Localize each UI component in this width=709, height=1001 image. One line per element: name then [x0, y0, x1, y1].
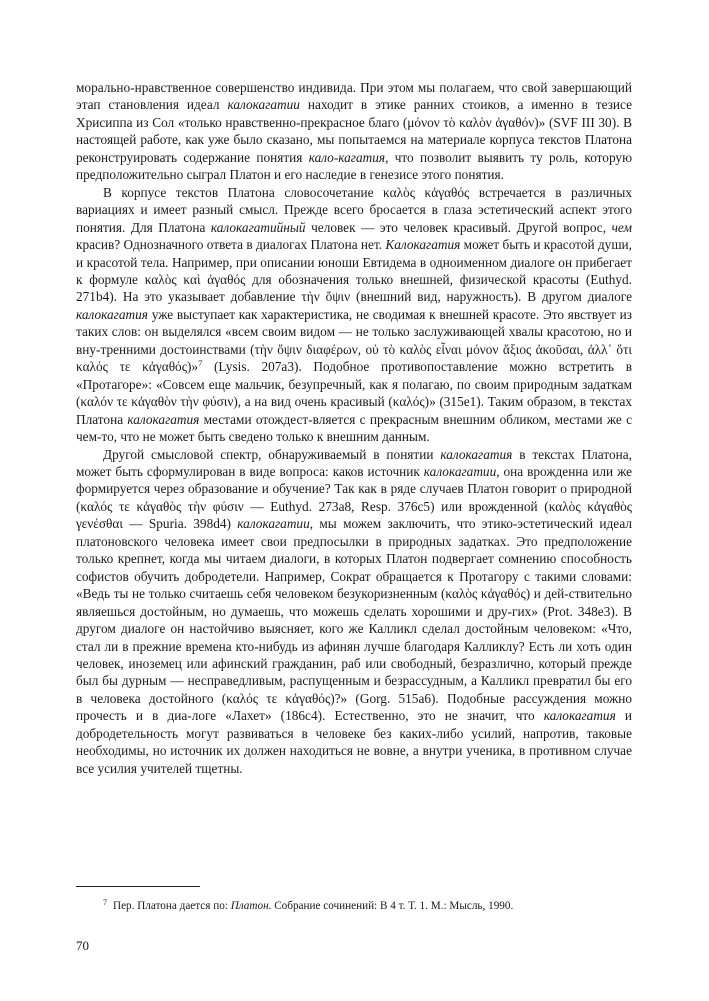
text-run: и добродетельность могут развиваться в человеке без каких-либо усилий, напротив, таковые необходимы, но источник их должен находиться не вовне, а внутри ученика, в противном случае все усилия учителей тщетны. — [76, 708, 632, 776]
page-number: 70 — [76, 938, 89, 953]
italic-term: калокагатия — [543, 708, 616, 724]
text-run: , она врожденна или же формируется через образование и обучение? Так как в ряде случаев Платон говорит о природной (καλός τε κἀγαθὸς τὴν φύσιν — Euthyd. 273a8, Resp. 376c5) или врожденной (καλὸς κἀγαθὸς γενέσθαι — Spuria. 398d4) — [76, 463, 632, 532]
italic-term: калокагатия — [76, 306, 148, 322]
text-run: в текстах Платона, может быть сформулирован в виде вопроса: каков источник — [76, 446, 632, 479]
italic-term: чем — [611, 219, 632, 235]
italic-term: кало-кагатия — [308, 149, 386, 165]
text-run: человек — это человек красивый. Другой вопрос, — [305, 219, 612, 235]
text-run: , мы можем заключить, что этико-эстетический идеал платоновского человека имеет свои предпосылки в природных задатках. Это предположение только крепнет, когда мы читаем диалоги, в которых Платон подвергает сомнению способность софистов обучить добродетели. Например, Сократ обращается к Протагору с такими словами: «Ведь ты не только считаешь себя человеком безукоризненным (καλὸς κἀγαθός) и дей-ствительно являешься достойным, но думаешь, что можешь сделать хорошими и дру-гих» (Prot. 348e3). В другом диалоге он настойчиво выясняет, кого же Калликл сделал достойным человеком: «Что, стал ли в прежние времена кто-нибудь из афинян лучше благодаря Калликлу? Есть ли хоть один человек, иноземец или афинский гражданин, раб или свободный, безразлично, который прежде был бы дурным — несправедливым, распущенным и безрассудным, а Калликл превратил бы его в человека достойного (καλός τε κἀγαθός)?» (Gorg. 515a6). Подобные рассуждения можно прочесть и в диа-логе «Лахет» (186c4). Естественно, это не значит, что — [76, 516, 633, 724]
body-text — [76, 79, 632, 777]
text-run: местами отождест-вляется с прекрасным внешним обликом, местами же с чем-то, что не может быть сведено только к внешним данным. — [76, 411, 632, 445]
footnote-divider — [76, 886, 200, 887]
text-run: В корпусе текстов Платона словосочетание καλὸς κἀγαθός встречается в различных вариациях и имеет разный смысл. Прежде всего бросается в глаза эстетический аспект этого понятия. Для Платона — [76, 184, 632, 235]
italic-term: Калокагатия — [385, 237, 461, 253]
footnote-prefix: Пер. Платона дается по: — [113, 900, 231, 912]
italic-term: калокагатии — [227, 97, 300, 113]
text-run: Другой смысловой спектр, обнаруживаемый в понятии — [103, 446, 441, 462]
italic-term: калокагатийный — [210, 219, 306, 235]
italic-term: калокагатии — [423, 463, 497, 479]
text-run: может быть и красотой души, и красотой тела. Например, при описании юноши Евтидема в одноименном диалоге он прибегает к формуле καλὸς καὶ ἀγαθός для обозначения только внешней, физической красоты (Euthyd. 271b4). На это указывает добавление τὴν ὄψιν (внешний вид, наружность). В другом диалоге — [76, 237, 632, 305]
footnote-ref: 7 — [198, 358, 203, 369]
text-run: (Lysis. 207a3). Подобное противопоставление можно встретить в «Протагоре»: «Совсем еще мальчик, безупречный, как я полагаю, по своим природным задаткам (καλόν τε κἀγαθὸν τὴν φύσιν), а на вид очень красивый (καλός)» (315e1). Таким образом, в текстах Платона — [76, 359, 633, 427]
text-run: морально-нравственное совершенство индивида. При этом мы полагаем, что свой завершающий этап становления идеал — [76, 80, 632, 113]
footnote-author: Платон. — [230, 900, 272, 912]
footnote-citation: Собрание сочинений: В 4 т. Т. 1. М.: Мысль, 1990. — [271, 900, 514, 912]
text-run: находит в этике ранних стоиков, а именно в тезисе Хрисиппа из Сол «только нравственно-прекрасное благо (μόνον τὸ καλὸν ἀγαθόν)» (SVF III 30). В настоящей работе, как уже было сказано, мы попытаемся на материале корпуса текстов Платона реконструировать содержание понятия — [76, 97, 632, 165]
italic-term: калокагатия — [127, 411, 200, 427]
text-run: уже выступает как характеристика, не сводимая к внешней красоте. Это явствует из таких слов: он выделялся «всем своим видом — не только заслуживающей хвалы красотою, но и вну-тренними достоинствами (τὴν ὄψιν διαφέρων, οὐ τὸ καλὸς εἶναι μόνον ἄξιος ἀκοῦσαι, ἀλλ᾽ ὅτι καλός τε κἀγαθός)» — [76, 306, 632, 375]
paragraph — [76, 184, 632, 446]
footnote-number: 7 — [103, 898, 107, 907]
text-run: красив? Однозначного ответа в диалогах Платона нет. — [76, 237, 386, 253]
paragraph — [76, 79, 632, 184]
text-run: , что позволит выявить ту роль, которую предположительно сыграл Платон и его наследие в генезисе этого понятия. — [76, 149, 633, 183]
italic-term: калокагатия — [440, 446, 513, 462]
paragraph — [76, 446, 632, 778]
italic-term: калокагатии — [237, 516, 310, 532]
footnote — [76, 896, 632, 913]
